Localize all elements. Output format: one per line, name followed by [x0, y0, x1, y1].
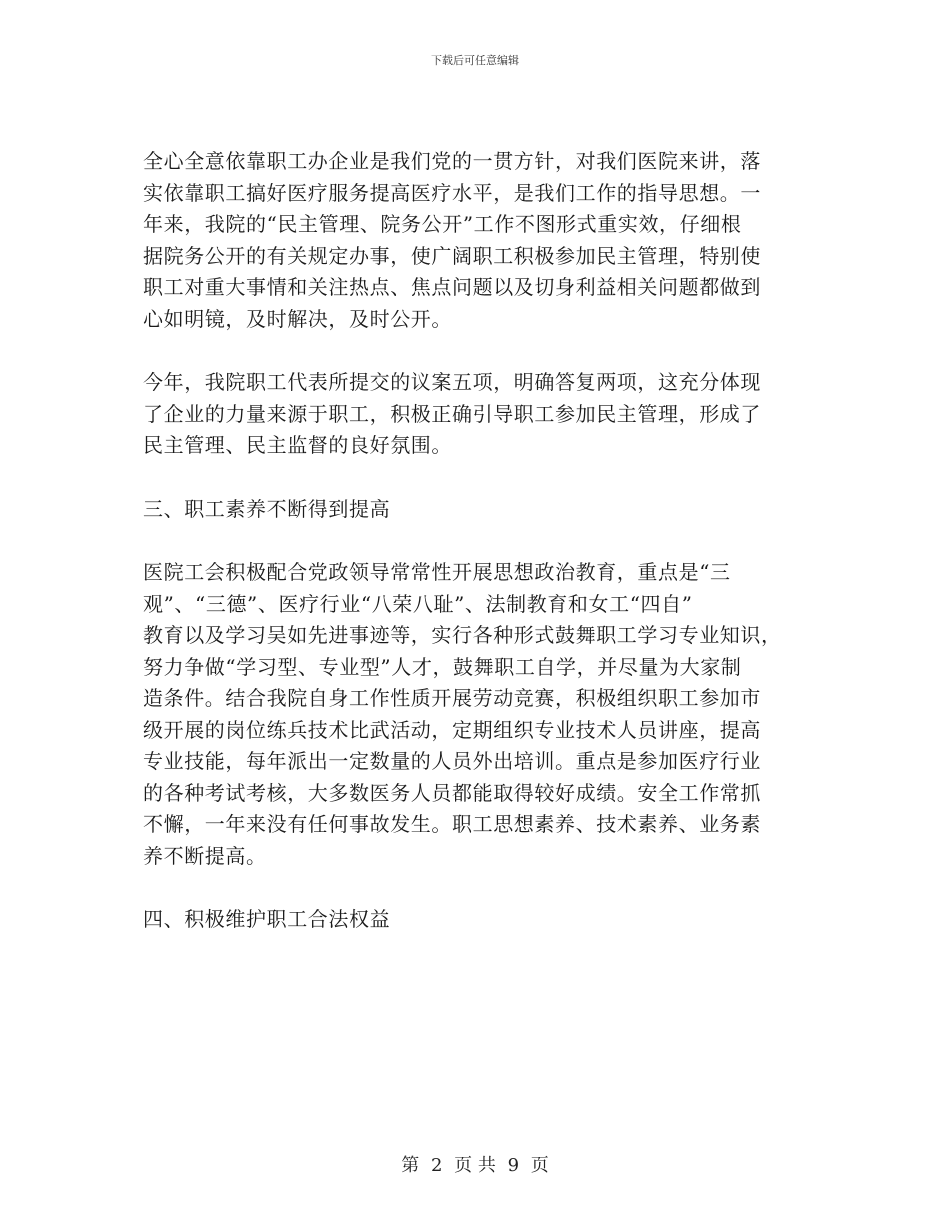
- text-line: 实依靠职工搞好医疗服务提高医疗水平，是我们工作的指导思想。一: [143, 180, 761, 205]
- paragraph-spacer: [143, 525, 803, 557]
- text-line: 造条件。结合我院自身工作性质开展劳动竞赛，积极组织职工参加市: [143, 686, 761, 710]
- header-text: 下载后可任意编辑: [431, 54, 519, 67]
- text-line: 专业技能，每年派出一定数量的人员外出培训。重点是参加医疗行业: [143, 749, 761, 773]
- footer-prefix: 第: [401, 1155, 420, 1176]
- total-page-count: 9: [507, 1155, 520, 1176]
- current-page-number: 2: [430, 1155, 443, 1176]
- heading-text: 四、积极维护职工合法权益: [143, 907, 391, 931]
- page-footer: [0, 1154, 950, 1178]
- text-line: 职工对重大事情和关注热点、焦点问题以及切身利益相关问题都做到: [143, 275, 761, 299]
- heading-text: 三、职工素养不断得到提高: [143, 496, 391, 521]
- footer-middle: 页 共: [454, 1155, 496, 1176]
- text-line: 医院工会积极配合党政领导常常性开展思想政治教育，重点是“三: [143, 560, 731, 584]
- text-line: 全心全意依靠职工办企业是我们党的一贯方针，对我们医院来讲，落: [143, 149, 761, 173]
- paragraph-spacer: [143, 872, 803, 904]
- text-line: 努力争做“学习型、专业型”人才，鼓舞职工自学，并尽量为大家制: [143, 654, 742, 679]
- paragraph-spacer: [143, 462, 803, 494]
- text-line: 今年，我院职工代表所提交的议案五项，明确答复两项，这充分体现: [143, 370, 761, 394]
- text-line: 民主管理、民主监督的良好氛围。: [143, 433, 452, 457]
- text-line: 不懈，一年来没有任何事故发生。职工思想素养、技术素养、业务素: [143, 812, 761, 836]
- section-heading-4: [143, 904, 803, 936]
- section-heading-3: [143, 494, 803, 526]
- paragraph-workers-reliance: [143, 146, 803, 335]
- document-body: [143, 146, 803, 936]
- page-header: [0, 53, 950, 69]
- footer-suffix: 页: [530, 1155, 549, 1176]
- text-line: 年来，我院的“民主管理、院务公开”工作不图形式重实效，仔细根: [143, 212, 742, 236]
- text-line: 的各种考试考核，大多数医务人员都能取得较好成绩。安全工作常抓: [143, 780, 761, 805]
- text-line: 据院务公开的有关规定办事，使广阔职工积极参加民主管理，特别使: [143, 243, 761, 268]
- paragraph-education: [143, 557, 803, 872]
- text-line: 了企业的力量来源于职工，积极正确引导职工参加民主管理，形成了: [143, 401, 761, 426]
- paragraph-spacer: [143, 335, 803, 367]
- text-line: 教育以及学习吴如先进事迹等，实行各种形式鼓舞职工学习专业知识，: [143, 623, 782, 647]
- paragraph-proposals: [143, 367, 803, 462]
- text-line: 心如明镜，及时解决，及时公开。: [143, 306, 452, 331]
- text-line: 观”、“三德”、医疗行业“八荣八耻”、法制教育和女工“四自”: [143, 591, 693, 616]
- text-line: 养不断提高。: [143, 843, 267, 868]
- text-line: 级开展的岗位练兵技术比武活动，定期组织专业技术人员讲座，提高: [143, 717, 761, 742]
